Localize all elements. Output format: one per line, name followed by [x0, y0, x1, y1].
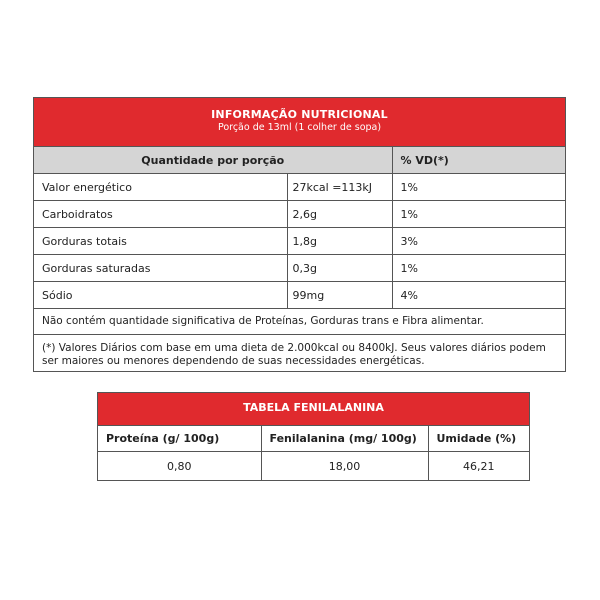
phenylalanine-table [97, 392, 530, 481]
value-protein: 0,80 [167, 459, 192, 473]
phenylalanine-title: TABELA FENILALANINA [98, 393, 529, 425]
table-row [34, 282, 565, 309]
table-row [34, 255, 565, 282]
row-value: 2,6g [287, 201, 392, 228]
row-vd: 1% [392, 201, 565, 228]
header-quantity: Quantidade por porção [34, 147, 392, 174]
header-vd: % VD(*) [392, 147, 565, 174]
row-vd: 1% [392, 174, 565, 201]
row-value: 1,8g [287, 228, 392, 255]
header-phenylalanine: Fenilalanina (mg/ 100g) [261, 426, 428, 452]
note-daily-values: (*) Valores Diários com base em uma dieta de 2.000kcal ou 8400kJ. Seus valores diários podem ser maiores ou menores dependendo de suas necessidades energéticas. [42, 342, 546, 367]
value-moisture: 46,21 [463, 459, 495, 473]
row-label: Gorduras saturadas [34, 255, 287, 282]
row-vd: 3% [392, 228, 565, 255]
header-moisture: Umidade (%) [428, 426, 529, 452]
table-row [34, 228, 565, 255]
row-vd: 1% [392, 255, 565, 282]
phenylalanine-header-row [98, 426, 529, 452]
table-row [98, 452, 529, 481]
table-row [34, 201, 565, 228]
phenylalanine-grid [98, 425, 529, 480]
nutrition-header [34, 98, 565, 146]
row-value: 0,3g [287, 255, 392, 282]
row-value: 27kcal =113kJ [287, 174, 392, 201]
header-protein: Proteína (g/ 100g) [98, 426, 261, 452]
note-not-significant: Não contém quantidade significativa de Proteínas, Gorduras trans e Fibra alimentar. [34, 309, 565, 335]
nutrition-grid [34, 146, 565, 309]
row-label: Gorduras totais [34, 228, 287, 255]
row-label: Carboidratos [34, 201, 287, 228]
row-vd: 4% [392, 282, 565, 309]
value-phenylalanine: 18,00 [261, 452, 428, 481]
row-label: Valor energético [34, 174, 287, 201]
table-row [34, 174, 565, 201]
row-value: 99mg [287, 282, 392, 309]
nutrition-table [33, 97, 566, 372]
nutrition-title: INFORMAÇÃO NUTRICIONAL [211, 108, 388, 121]
nutrition-portion: Porção de 13ml (1 colher de sopa) [217, 122, 382, 133]
nutrition-header-row [34, 147, 565, 174]
row-label: Sódio [34, 282, 287, 309]
